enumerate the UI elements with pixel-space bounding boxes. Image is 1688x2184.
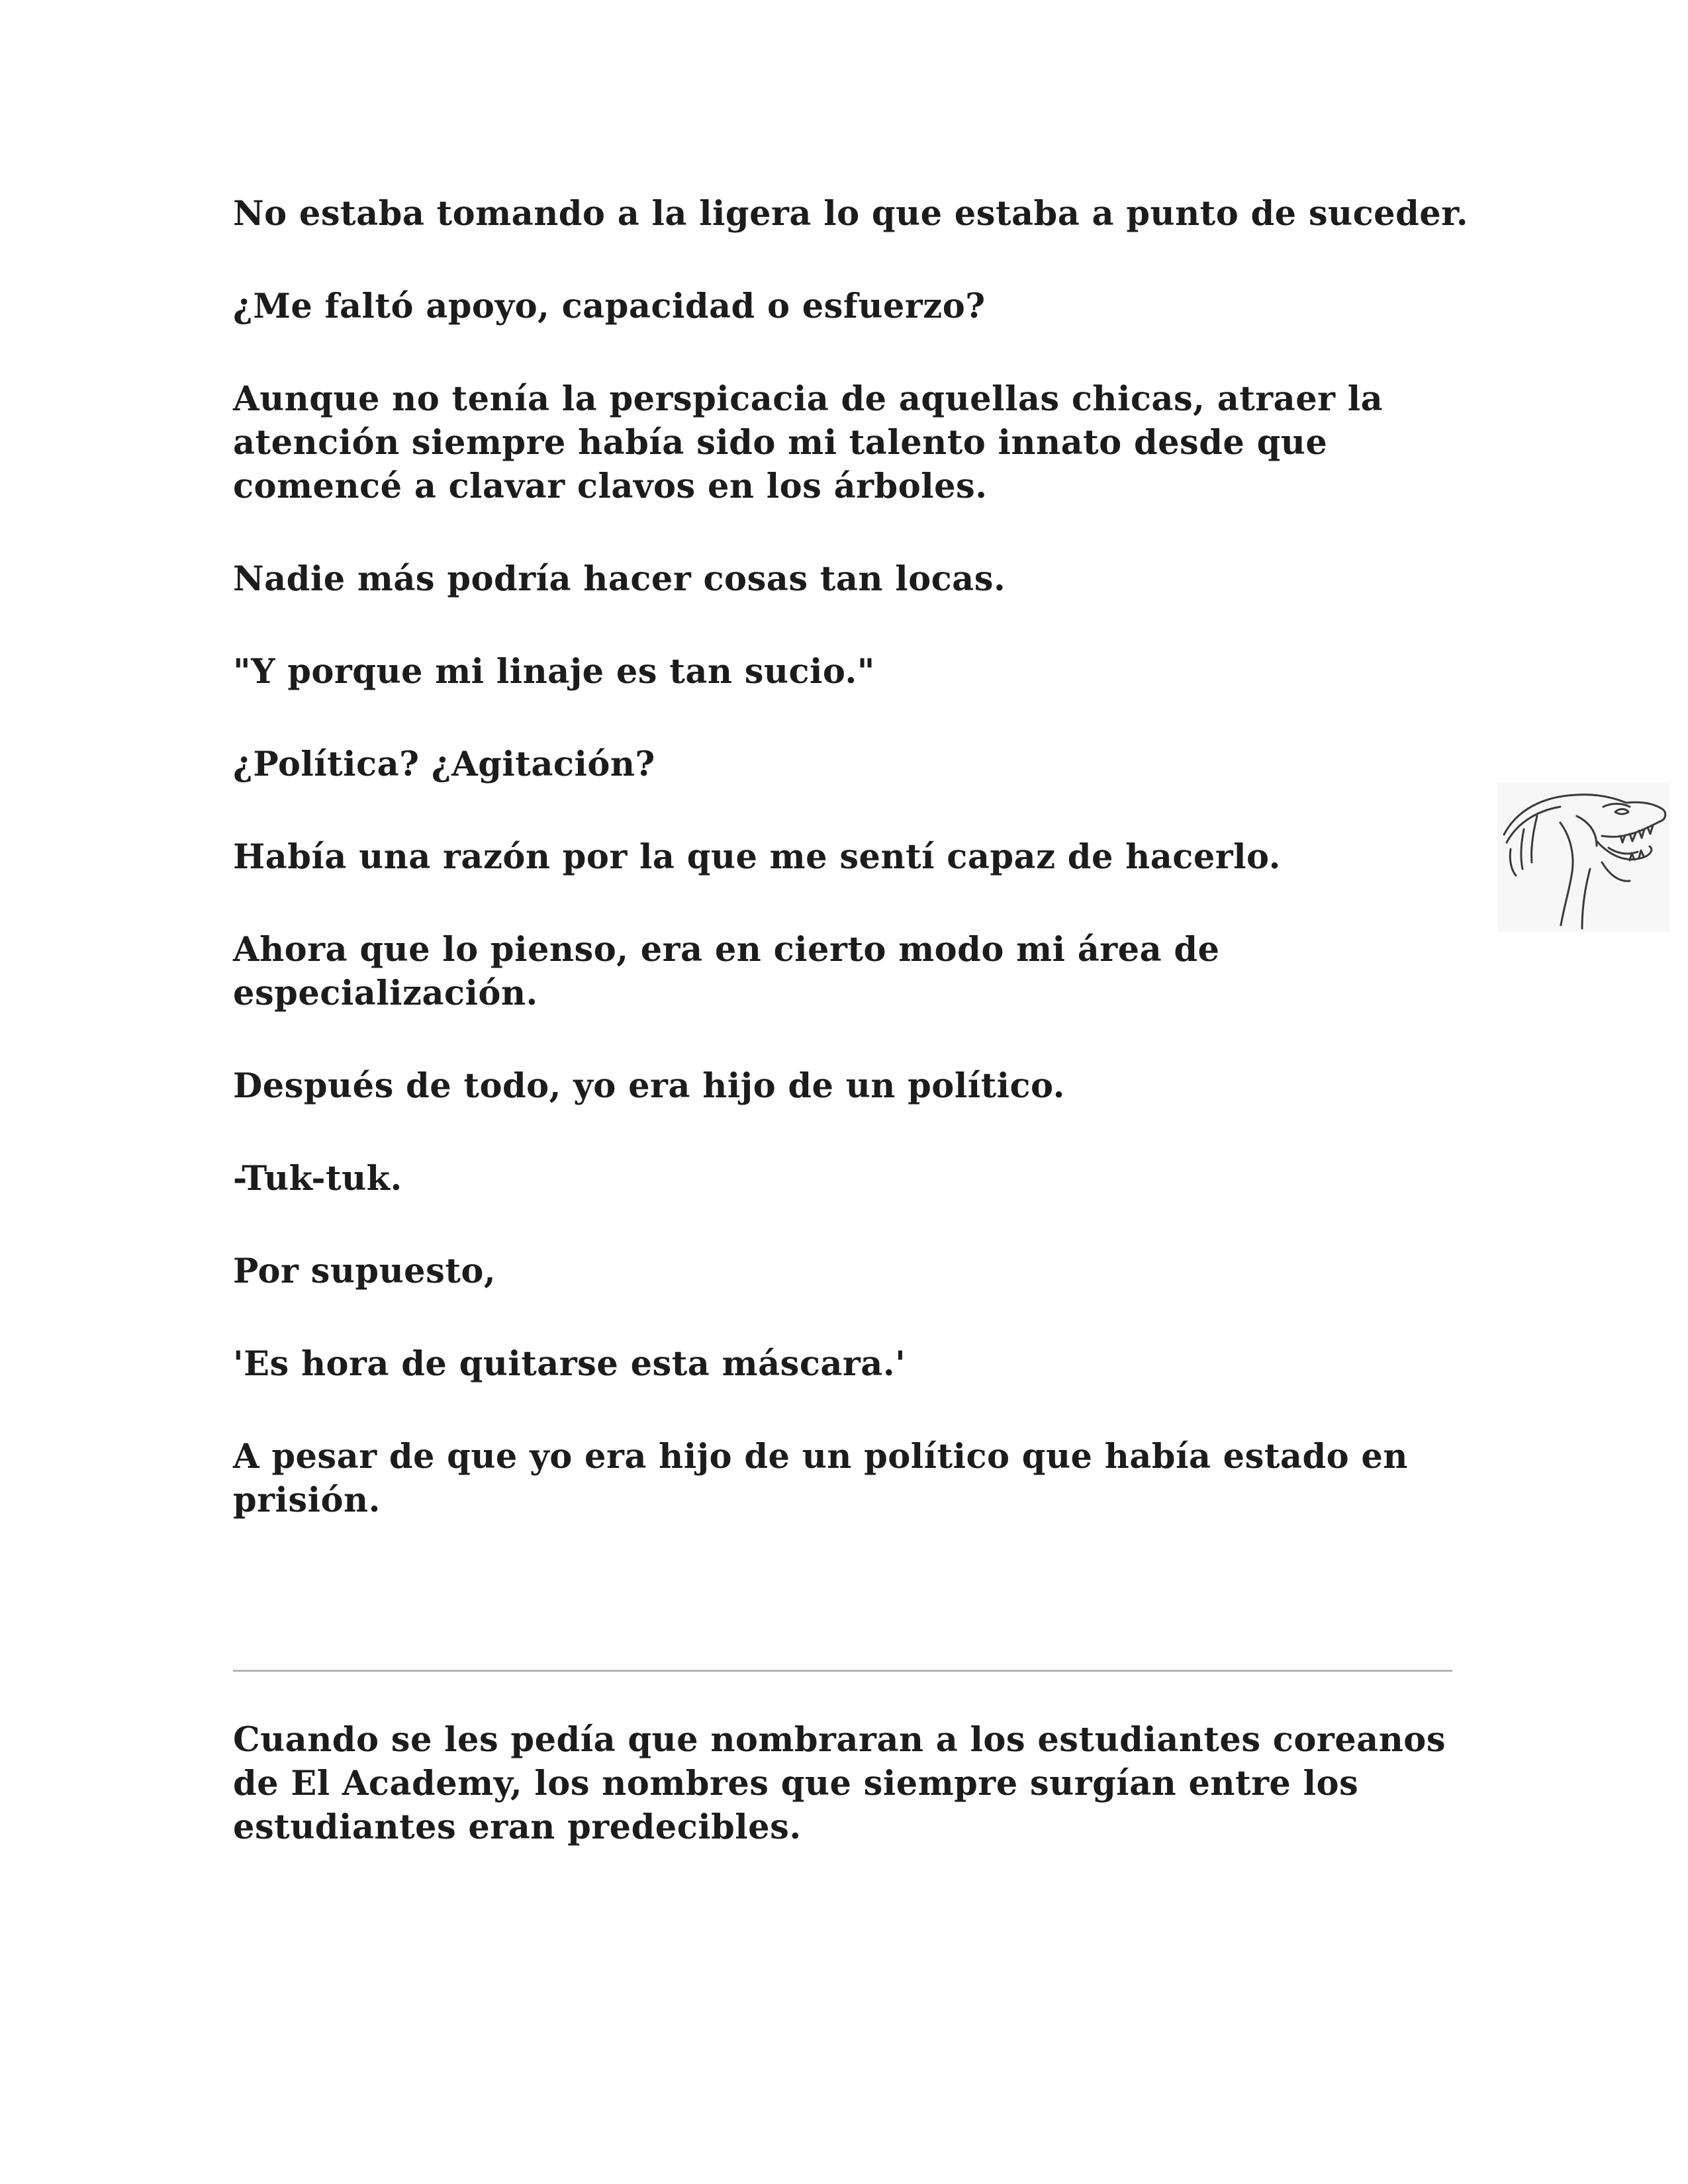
paragraph: Cuando se les pedía que nombraran a los estudiantes coreanos de El Academy, los nombres que siempre surgían entre los estudiantes eran predecibles. — [233, 1720, 1446, 1847]
paragraph: A pesar de que yo era hijo de un político que había estado en prisión. — [233, 1437, 1408, 1520]
section-divider — [233, 1670, 1452, 1672]
text-column — [233, 192, 1491, 1571]
paragraph: ¿Política? ¿Agitación? — [233, 745, 655, 784]
paragraph: Había una razón por la que me sentí capaz de hacerlo. — [233, 837, 1281, 877]
paragraph: Por supuesto, — [233, 1251, 496, 1291]
paragraph: -Tuk-tuk. — [233, 1159, 402, 1199]
paragraph: "Y porque mi linaje es tan sucio." — [233, 652, 875, 692]
paragraph: Ahora que lo pienso, era en cierto modo mi área de especialización. — [233, 930, 1220, 1013]
paragraph: Aunque no tenía la perspicacia de aquellas chicas, atraer la atención siempre había sido mi talento innato desde que comencé a clavar clavos en los árboles. — [233, 379, 1383, 506]
paragraph: Nadie más podría hacer cosas tan locas. — [233, 559, 1006, 599]
dinosaur-head-sketch-icon — [1497, 783, 1669, 932]
text-column-after-divider — [233, 1718, 1491, 1898]
paragraph: Después de todo, yo era hijo de un político. — [233, 1066, 1065, 1106]
paragraph: No estaba tomando a la ligera lo que estaba a punto de suceder. — [233, 194, 1469, 234]
paragraph: 'Es hora de quitarse esta máscara.' — [233, 1344, 906, 1384]
paragraph: ¿Me faltó apoyo, capacidad o esfuerzo? — [233, 287, 986, 326]
